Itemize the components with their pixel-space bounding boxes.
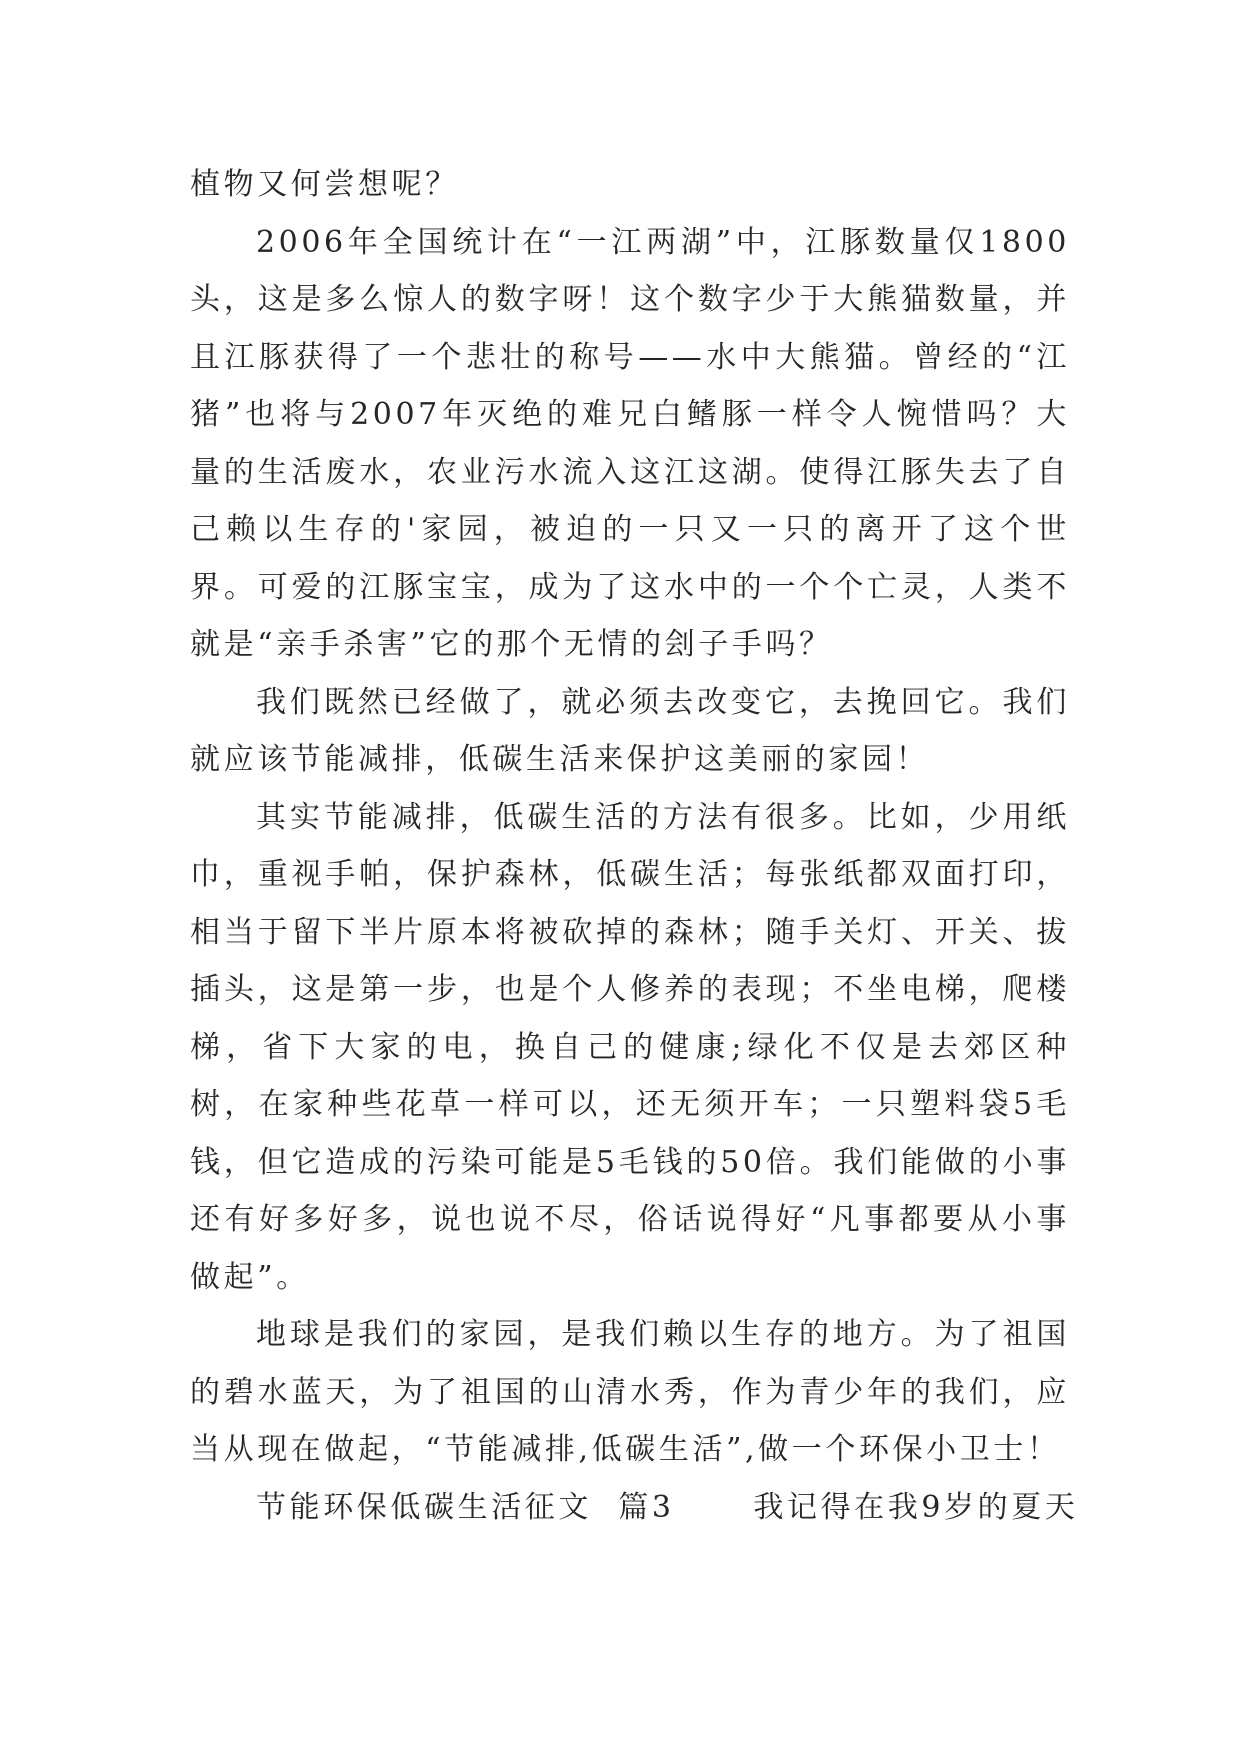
paragraph-5: 地球是我们的家园，是我们赖以生存的地方。为了祖国的碧水蓝天，为了祖国的山清水秀，作为青少年的我们，应当从现在做起，“节能减排,低碳生活”,做一个环保小卫士！ [190, 1317, 1070, 1467]
paragraph-2: 2006年全国统计在“一江两湖”中，江豚数量仅1800头，这是多么惊人的数字呀！这个数字少于大熊猫数量，并且江豚获得了一个悲壮的称号——水中大熊猫。曾经的“江猪”也将与2007年灭绝的难兄白鳍豚一样令人惋惜吗？大量的生活废水，农业污水流入这江这湖。使得江豚失去了自己赖以生存的'家园，被迫的一只又一只的离开了这个世界。可爱的江豚宝宝，成为了这水中的一个个亡灵，人类不就是“亲手杀害”它的那个无情的刽子手吗？ [190, 224, 1070, 662]
paragraph-3: 我们既然已经做了，就必须去改变它，去挽回它。我们就应该节能减排，低碳生活来保护这美丽的家园！ [190, 684, 1070, 777]
paragraph-6: 节能环保低碳生活征文 篇3 我记得在我9岁的夏天 [256, 1489, 1079, 1525]
paragraph-1: 植物又何尝想呢？ [190, 167, 459, 202]
body-text [190, 156, 1079, 1536]
paragraph-4: 其实节能减排，低碳生活的方法有很多。比如，少用纸巾，重视手帕，保护森林，低碳生活；每张纸都双面打印，相当于留下半片原本将被砍掉的森林；随手关灯、开关、拔插头，这是第一步，也是个人修养的表现；不坐电梯，爬楼梯，省下大家的电，换自己的健康;绿化不仅是去郊区种树，在家种些花草一样可以，还无须开车；一只塑料袋5毛钱，但它造成的污染可能是5毛钱的50倍。我们能做的小事还有好多好多，说也说不尽，俗话说得好“凡事都要从小事做起”。 [190, 799, 1070, 1295]
